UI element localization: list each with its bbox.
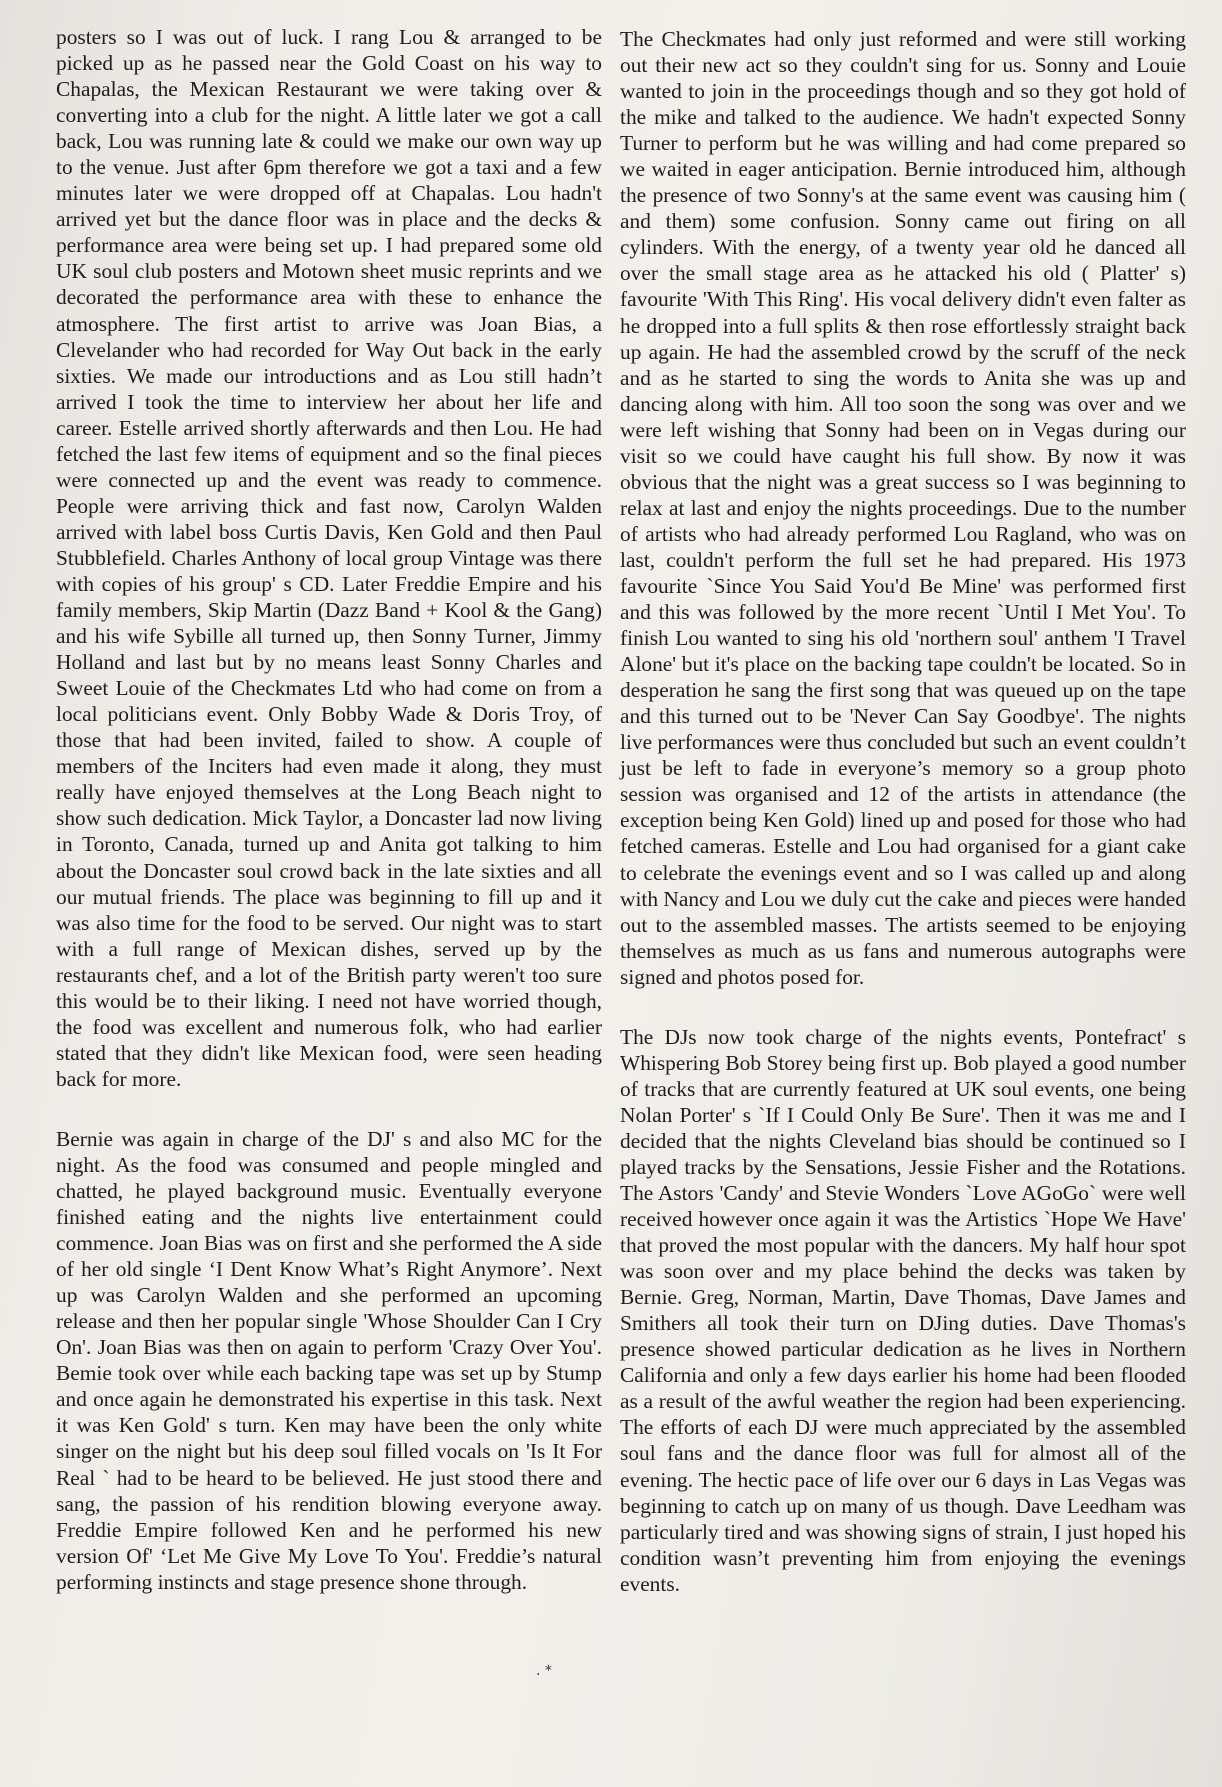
- left-paragraph-1: posters so I was out of luck. I rang Lou & arranged to be picked up as he passed near the Gold Coast on his way to Chapalas, the Mexican Restaurant we were taking over & converting into a club for the night. A little later we got a call back, Lou was running late & could we make our own way up to the venue. Just after 6pm therefore we got a taxi and a few minutes later we were dropped off at Chapalas. Lou hadn't arrived yet but the dance floor was in place and the decks & performance area were being set up. I had prepared some old UK soul club posters and Motown sheet music reprints and we decorated the performance area with these to enhance the atmosphere. The first artist to arrive was Joan Bias, a Clevelander who had recorded for Way Out back in the early sixties. We made our introductions and as Lou still hadn’t arrived I took the time to interview her about her life and career. Estelle arrived shortly afterwards and then Lou. He had fetched the last few items of equipment and so the final pieces were connected up and the event was ready to commence. People were arriving thick and fast now, Carolyn Walden arrived with label boss Curtis Davis, Ken Gold and then Paul Stubblefield. Charles Anthony of local group Vintage was there with copies of his group' s CD. Later Freddie Empire and his family members, Skip Martin (Dazz Band + Kool & the Gang) and his wife Sybille all turned up, then Sonny Turner, Jimmy Holland and last but by no means least Sonny Charles and Sweet Louie of the Checkmates Ltd who had come on from a local politicians event. Only Bobby Wade & Doris Troy, of those that had been invited, failed to show. A couple of members of the Inciters had even made it along, they must really have enjoyed themselves at the Long Beach night to show such dedication. Mick Taylor, a Doncaster lad now living in Toronto, Canada, turned up and Anita got talking to him about the Doncaster soul crowd back in the late sixties and all our mutual friends. The place was beginning to fill up and it was also time for the food to be served. Our night was to start with a full range of Mexican dishes, served up by the restaurants chef, and a lot of the British party weren't too sure this would be to their liking. I need not have worried though, the food was excellent and numerous folk, who had earlier stated that they didn't like Mexican food, were seen heading back for more.: [56, 25, 602, 1091]
- left-paragraph-2: Bernie was again in charge of the DJ' s and also MC for the night. As the food was consumed and people mingled and chatted, he played background music. Eventually everyone finished eating and the nights live entertainment could commence. Joan Bias was on first and she performed the A side of her old single ‘I Dent Know What’s Right Anymore’. Next up was Carolyn Walden and she performed an upcoming release and then her popular single 'Whose Shoulder Can I Cry On'. Joan Bias was then on again to perform 'Crazy Over You'. Bemie took over while each backing tape was set up by Stump and once again he demonstrated his expertise in this task. Next it was Ken Gold' s turn. Ken may have been the only white singer on the night but his deep soul filled vocals on 'Is It For Real ` had to be heard to be believed. He just stood there and sang, the passion of his rendition blowing everyone away. Freddie Empire followed Ken and he performed his new version Of' ‘Let Me Give My Love To You'. Freddie’s natural performing instincts and stage presence shone through.: [56, 1126, 602, 1594]
- left-column: [56, 24, 602, 1595]
- right-column: [620, 26, 1186, 1597]
- right-paragraph-1: The Checkmates had only just reformed and were still working out their new act so they couldn't sing for us. Sonny and Louie wanted to join in the proceedings though and so they got hold of the mike and talked to the audience. We hadn't expected Sonny Turner to perform but he was willing and had come prepared so we waited in eager anticipation. Bernie introduced him, although the presence of two Sonny's at the same event was causing him ( and them) some confusion. Sonny came out firing on all cylinders. With the energy, of a twenty year old he danced all over the small stage area as he attacked his old ( Platter' s) favourite 'With This Ring'. His vocal delivery didn't even falter as he dropped into a full splits & then rose effortlessly straight back up again. He had the assembled crowd by the scruff of the neck and as he started to sing the words to Anita she was up and dancing along with him. All too soon the song was over and we were left wishing that Sonny had been on in Vegas during our visit so we could have caught his full show. By now it was obvious that the night was a great success so I was beginning to relax at last and enjoy the nights proceedings. Due to the number of artists who had already performed Lou Ragland, who was on last, couldn't perform the full set he had prepared. His 1973 favourite `Since You Said You'd Be Mine' was performed first and this was followed by the more recent `Until I Met You'. To finish Lou wanted to sing his old 'northern soul' anthem 'I Travel Alone' but it's place on the backing tape couldn't be located. So in desperation he sang the first song that was queued up on the tape and this turned out to be 'Never Can Say Goodbye'. The nights live performances were thus concluded but such an event couldn’t just be left to fade in everyone’s memory so a group photo session was organised and 12 of the artists in attendance (the exception being Ken Gold) lined up and posed for those who had fetched cameras. Estelle and Lou had organised for a giant cake to celebrate the evenings event and so I was called up and along with Nancy and Lou we duly cut the cake and pieces were handed out to the assembled masses. The artists seemed to be enjoying themselves as much as us fans and numerous autographs were signed and photos posed for.: [620, 27, 1186, 989]
- paragraph-gap: [620, 990, 1186, 1024]
- right-paragraph-2: The DJs now took charge of the nights events, Pontefract' s Whispering Bob Storey being first up. Bob played a good number of tracks that are currently featured at UK soul events, one being Nolan Porter' s `If I Could Only Be Sure'. Then it was me and I decided that the nights Cleveland bias should be continued so I played tracks by the Sensations, Jessie Fisher and the Rotations. The Astors 'Candy' and Stevie Wonders `Love AGoGo` were well received however once again it was the Artistics `Hope We Have' that proved the most popular with the dancers. My half hour spot was soon over and my place behind the decks was taken by Bernie. Greg, Norman, Martin, Dave Thomas, Dave James and Smithers all took their turn on DJing duties. Dave Thomas's presence showed particular dedication as he lives in Northern California and only a few days earlier his home had been flooded as a result of the awful weather the region had been experiencing. The efforts of each DJ were much appreciated by the assembled soul fans and the dance floor was full for almost all of the evening. The hectic pace of life over our 6 days in Las Vegas was beginning to catch up on many of us though. Dave Leedham was particularly tired and was showing signs of strain, I just hoped his condition wasn’t preventing him from enjoying the evenings events.: [620, 1024, 1186, 1596]
- paragraph-gap: [56, 1092, 602, 1126]
- stray-print-mark: . *: [536, 1663, 552, 1679]
